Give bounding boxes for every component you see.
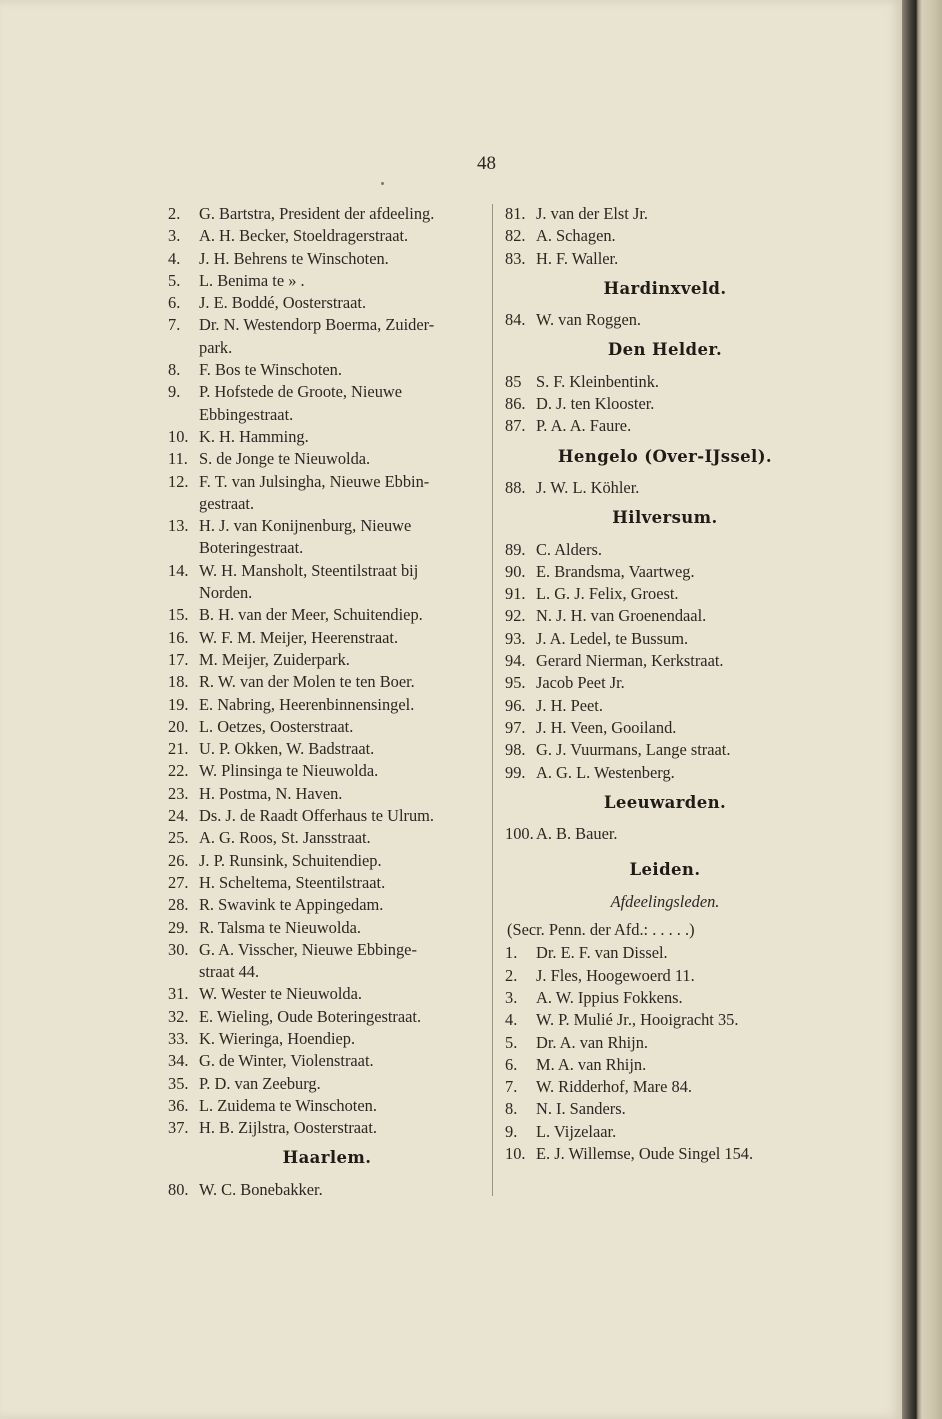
member-entry <box>168 1095 486 1117</box>
entry-number: 11. <box>168 449 188 469</box>
entry-text: L. Oetzes, Oosterstraat. <box>199 716 354 736</box>
entry-number: 6. <box>505 1054 518 1074</box>
entry-text: R. W. van der Molen te ten Boer. <box>199 672 415 692</box>
entry-continuation: gestraat. <box>199 493 255 513</box>
member-entry <box>505 965 825 987</box>
entry-number: 25. <box>168 828 189 848</box>
entry-number: 12. <box>168 471 189 491</box>
entry-text: W. P. Mulié Jr., Hooigracht 35. <box>536 1010 739 1030</box>
entry-number: 8. <box>168 360 181 380</box>
member-entry <box>168 783 486 805</box>
member-entry <box>168 515 486 560</box>
entry-number: 93. <box>505 628 526 648</box>
section-heading-den-helder: Den Helder. <box>607 340 723 360</box>
member-entry <box>505 942 825 964</box>
section-heading-hardinxveld: Hardinxveld. <box>603 278 727 298</box>
entry-continuation: Norden. <box>199 583 253 603</box>
entry-text: J. P. Runsink, Schuitendiep. <box>199 850 382 870</box>
member-entry <box>505 605 825 627</box>
member-entry <box>505 371 825 393</box>
entry-text: G. Bartstra, President der afdeeling. <box>199 204 435 223</box>
member-entry <box>505 1054 825 1076</box>
member-entry <box>168 827 486 849</box>
member-entry <box>168 760 486 782</box>
member-entry <box>505 1121 825 1143</box>
member-entry <box>505 477 825 499</box>
entry-text: W. Wester te Nieuwolda. <box>199 984 363 1004</box>
entry-text: Jacob Peet Jr. <box>536 673 625 693</box>
entry-text: L. Benima te » . <box>199 270 305 290</box>
entry-number: 33. <box>168 1028 189 1048</box>
member-entry <box>168 1073 486 1095</box>
member-entry <box>168 738 486 760</box>
entry-number: 5. <box>505 1032 518 1052</box>
entry-text: Gerard Nierman, Kerkstraat. <box>536 651 724 671</box>
entry-text: S. de Jonge te Nieuwolda. <box>199 449 371 469</box>
member-entry <box>505 762 825 784</box>
entry-text: E. Wieling, Oude Boteringestraat. <box>199 1006 422 1026</box>
section-heading-leeuwarden: Leeuwarden. <box>603 792 727 812</box>
entry-number: 85 <box>505 371 522 391</box>
member-entry <box>168 248 486 270</box>
ink-speck <box>381 182 384 185</box>
entry-number: 31. <box>168 984 189 1004</box>
entry-number: 9. <box>505 1121 518 1141</box>
entry-text: P. D. van Zeeburg. <box>199 1073 321 1093</box>
entry-number: 3. <box>505 987 518 1007</box>
member-entry <box>505 1009 825 1031</box>
entry-number: 91. <box>505 584 526 604</box>
entry-number: 4. <box>505 1010 518 1030</box>
entry-text: Dr. E. F. van Dissel. <box>536 943 668 963</box>
member-entry <box>505 225 825 247</box>
entry-number: 94. <box>505 651 526 671</box>
member-entry <box>168 225 486 247</box>
entry-number: 6. <box>168 293 181 313</box>
member-entry <box>168 939 486 984</box>
entry-text: W. Plinsinga te Nieuwolda. <box>199 761 379 781</box>
entry-number: 87. <box>505 416 526 436</box>
entry-text: M. Meijer, Zuiderpark. <box>199 649 350 669</box>
entry-number: 88. <box>505 477 526 497</box>
member-entry <box>505 203 825 225</box>
entry-number: 13. <box>168 516 189 536</box>
entry-number: 98. <box>505 740 526 760</box>
entry-text: A. B. Bauer. <box>536 824 618 844</box>
entry-number: 2. <box>505 965 518 985</box>
entry-text: J. van der Elst Jr. <box>536 204 648 223</box>
entry-number: 10. <box>168 426 189 446</box>
entry-number: 90. <box>505 561 526 581</box>
entry-number: 24. <box>168 806 189 826</box>
member-entry <box>505 628 825 650</box>
entry-number: 5. <box>168 270 181 290</box>
entry-text: N. I. Sanders. <box>536 1099 626 1119</box>
entry-text: E. Brandsma, Vaartweg. <box>536 561 695 581</box>
entry-number: 7. <box>168 315 181 335</box>
member-entry <box>505 650 825 672</box>
entry-text: C. Alders. <box>536 539 603 559</box>
entry-number: 21. <box>168 739 189 759</box>
entry-number: 36. <box>168 1095 189 1115</box>
member-entry <box>505 309 825 331</box>
entry-text: A. G. Roos, St. Jansstraat. <box>199 828 371 848</box>
member-entry <box>168 1179 486 1201</box>
member-entry <box>505 583 825 605</box>
entry-number: 82. <box>505 226 526 246</box>
entry-number: 23. <box>168 783 189 803</box>
entry-text: J. H. Behrens te Winschoten. <box>199 248 389 268</box>
member-entry <box>505 393 825 415</box>
entry-number: 96. <box>505 695 526 715</box>
entry-number: 95. <box>505 673 526 693</box>
entry-text: Dr. N. Westendorp Boerma, Zuider- <box>199 315 435 335</box>
entry-number: 80. <box>168 1179 189 1199</box>
entry-number: 10. <box>505 1143 526 1163</box>
entry-text: P. A. A. Faure. <box>536 416 632 436</box>
entry-number: 37. <box>168 1118 189 1138</box>
entry-number: 19. <box>168 694 189 714</box>
member-entry <box>168 203 486 225</box>
entry-text: H. F. Waller. <box>536 248 619 268</box>
member-entry <box>168 381 486 426</box>
member-entry <box>505 823 825 845</box>
entry-text: A. H. Becker, Stoeldragerstraat. <box>199 226 409 246</box>
entry-number: 9. <box>168 382 181 402</box>
entry-text: G. de Winter, Violenstraat. <box>199 1051 374 1071</box>
section-heading-hilversum: Hilversum. <box>612 508 718 528</box>
member-entry <box>505 739 825 761</box>
entry-text: M. A. van Rhijn. <box>536 1054 647 1074</box>
member-entry <box>168 292 486 314</box>
entry-number: 30. <box>168 939 189 959</box>
entry-number: 2. <box>168 204 181 223</box>
member-entry <box>168 917 486 939</box>
entry-number: 22. <box>168 761 189 781</box>
member-entry <box>505 1098 825 1120</box>
member-entry <box>168 359 486 381</box>
entry-text: B. H. van der Meer, Schuitendiep. <box>199 605 423 625</box>
member-entry <box>505 672 825 694</box>
member-entry <box>168 649 486 671</box>
entry-number: 15. <box>168 605 189 625</box>
entry-text: J. E. Boddé, Oosterstraat. <box>199 293 367 313</box>
entry-text: H. B. Zijlstra, Oosterstraat. <box>199 1118 377 1138</box>
entry-number: 17. <box>168 649 189 669</box>
entry-number: 83. <box>505 248 526 268</box>
member-entry <box>168 270 486 292</box>
entry-text: W. H. Mansholt, Steentilstraat bij <box>199 560 419 580</box>
entry-number: 81. <box>505 204 526 223</box>
entry-continuation: Ebbingestraat. <box>199 404 294 424</box>
right-column <box>505 203 825 1165</box>
member-entry <box>505 717 825 739</box>
entry-text: A. W. Ippius Fokkens. <box>536 987 683 1007</box>
member-entry <box>168 1028 486 1050</box>
member-entry <box>505 539 825 561</box>
entry-number: 92. <box>505 606 526 626</box>
member-entry <box>168 850 486 872</box>
member-entry <box>168 716 486 738</box>
entry-number: 14. <box>168 560 189 580</box>
entry-number: 1. <box>505 943 518 963</box>
entry-text: L. G. J. Felix, Groest. <box>536 584 679 604</box>
entry-number: 97. <box>505 717 526 737</box>
member-entry <box>505 1076 825 1098</box>
entry-text: A. Schagen. <box>536 226 616 246</box>
entry-text: J. W. L. Köhler. <box>536 477 640 497</box>
member-entry <box>168 694 486 716</box>
member-entry <box>168 426 486 448</box>
member-entry <box>505 248 825 270</box>
entry-text: L. Vijzelaar. <box>536 1121 617 1141</box>
entry-text: E. Nabring, Heerenbinnensingel. <box>199 694 415 714</box>
entry-continuation: straat 44. <box>199 962 260 982</box>
member-entry <box>168 448 486 470</box>
entry-number: 28. <box>168 895 189 915</box>
entry-text: A. G. L. Westenberg. <box>536 762 675 782</box>
entry-text: Dr. A. van Rhijn. <box>536 1032 649 1052</box>
entry-number: 34. <box>168 1051 189 1071</box>
left-column <box>168 203 486 1201</box>
entry-text: Ds. J. de Raadt Offerhaus te Ulrum. <box>199 806 435 826</box>
entry-text: J. H. Peet. <box>536 695 603 715</box>
entry-number: 29. <box>168 917 189 937</box>
entry-text: P. Hofstede de Groote, Nieuwe <box>199 382 403 402</box>
column-divider <box>492 204 493 1196</box>
entry-text: L. Zuidema te Winschoten. <box>199 1095 377 1115</box>
entry-text: K. H. Hamming. <box>199 426 309 446</box>
entry-text: F. Bos te Winschoten. <box>199 360 342 380</box>
entry-text: S. F. Kleinbentink. <box>536 371 659 391</box>
entry-text: J. A. Ledel, te Bussum. <box>536 628 689 648</box>
entry-text: J. Fles, Hoogewoerd 11. <box>536 965 695 985</box>
entry-text: N. J. H. van Groenendaal. <box>536 606 707 626</box>
entry-text: R. Swavink te Appingedam. <box>199 895 384 915</box>
entry-text: W. C. Bonebakker. <box>199 1179 323 1199</box>
entry-text: E. J. Willemse, Oude Singel 154. <box>536 1143 754 1163</box>
book-binding-edge <box>902 0 942 1419</box>
entry-number: 8. <box>505 1099 518 1119</box>
entry-number: 3. <box>168 226 181 246</box>
entry-text: K. Wieringa, Hoendiep. <box>199 1028 356 1048</box>
member-entry <box>168 894 486 916</box>
section-heading-haarlem: Haarlem. <box>282 1148 372 1168</box>
entry-number: 35. <box>168 1073 189 1093</box>
entry-number: 20. <box>168 716 189 736</box>
entry-number: 7. <box>505 1077 518 1097</box>
entry-text: H. J. van Konijnenburg, Nieuwe <box>199 516 412 536</box>
member-entry <box>505 1143 825 1165</box>
member-entry <box>168 983 486 1005</box>
member-entry <box>168 471 486 516</box>
entry-number: 18. <box>168 672 189 692</box>
entry-continuation: park. <box>199 337 233 357</box>
entry-text: D. J. ten Klooster. <box>536 394 655 414</box>
member-entry <box>168 1050 486 1072</box>
entry-text: R. Talsma te Nieuwolda. <box>199 917 361 937</box>
entry-number: 86. <box>505 394 526 414</box>
entry-text: W. F. M. Meijer, Heerenstraat. <box>199 627 399 647</box>
entry-text: H. Scheltema, Steentilstraat. <box>199 872 386 892</box>
section-heading-hengelo: Hengelo (Over-IJssel). <box>557 446 773 466</box>
entry-text: H. Postma, N. Haven. <box>199 783 343 803</box>
entry-text: W. van Roggen. <box>536 310 642 330</box>
entry-number: 100. <box>505 824 534 844</box>
entry-text: W. Ridderhof, Mare 84. <box>536 1077 692 1097</box>
subheading-afdeelingsleden: Afdeelingsleden. <box>610 891 720 911</box>
entry-text: F. T. van Julsingha, Nieuwe Ebbin- <box>199 471 430 491</box>
secretary-note: (Secr. Penn. der Afd.: . . . . .) <box>507 920 695 940</box>
section-heading-leiden: Leiden. <box>629 860 701 880</box>
entry-number: 84. <box>505 310 526 330</box>
entry-text: G. A. Visscher, Nieuwe Ebbinge- <box>199 939 417 959</box>
entry-number: 99. <box>505 762 526 782</box>
member-entry <box>505 561 825 583</box>
member-entry <box>168 1006 486 1028</box>
member-entry <box>505 415 825 437</box>
entry-number: 4. <box>168 248 181 268</box>
member-entry <box>505 695 825 717</box>
page-number: 48 <box>477 153 496 174</box>
member-entry <box>168 604 486 626</box>
entry-text: J. H. Veen, Gooiland. <box>536 717 677 737</box>
entry-number: 16. <box>168 627 189 647</box>
entry-text: G. J. Vuurmans, Lange straat. <box>536 740 731 760</box>
entry-number: 89. <box>505 539 526 559</box>
entry-number: 26. <box>168 850 189 870</box>
member-entry <box>168 627 486 649</box>
entry-continuation: Boteringestraat. <box>199 538 304 558</box>
member-entry <box>505 1032 825 1054</box>
member-entry <box>505 987 825 1009</box>
member-entry <box>168 314 486 359</box>
member-entry <box>168 671 486 693</box>
member-entry <box>168 1117 486 1139</box>
member-entry <box>168 872 486 894</box>
entry-number: 27. <box>168 872 189 892</box>
member-entry <box>168 560 486 605</box>
member-entry <box>168 805 486 827</box>
entry-text: U. P. Okken, W. Badstraat. <box>199 739 375 759</box>
entry-number: 32. <box>168 1006 189 1026</box>
